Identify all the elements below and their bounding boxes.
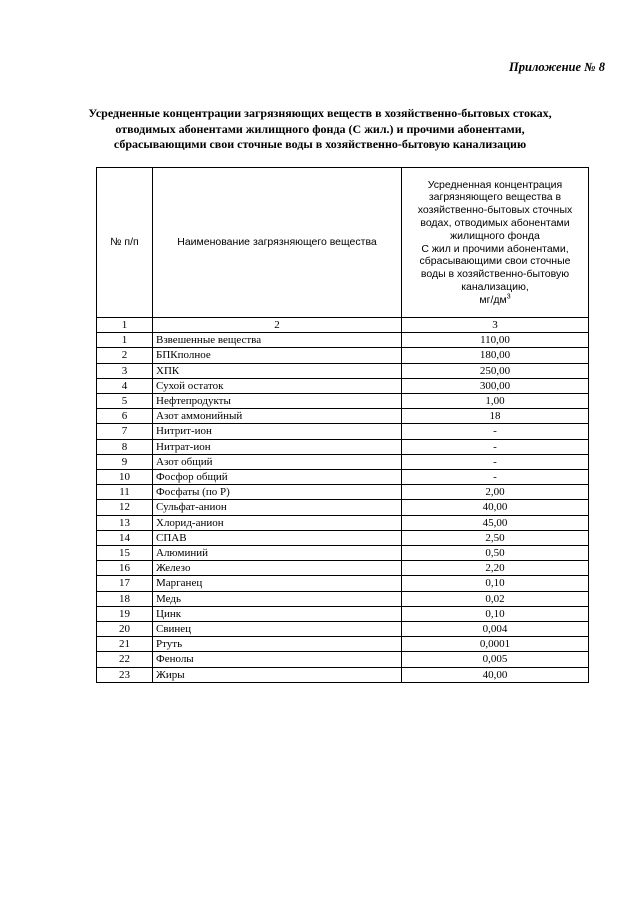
concentration-value: - — [402, 454, 589, 469]
header-num: № п/п — [97, 168, 153, 318]
row-number: 19 — [97, 606, 153, 621]
concentration-value: 2,20 — [402, 561, 589, 576]
table-row — [97, 333, 589, 348]
table-row — [97, 530, 589, 545]
row-number: 11 — [97, 485, 153, 500]
table-row — [97, 667, 589, 682]
appendix-label: Приложение № 8 — [509, 60, 605, 74]
concentration-value: 0,50 — [402, 546, 589, 561]
title-line: Усредненные концентрации загрязняющих веществ в хозяйственно-бытовых стоках, — [88, 106, 552, 120]
concentration-value: 45,00 — [402, 515, 589, 530]
concentration-value: 250,00 — [402, 363, 589, 378]
table-row — [97, 652, 589, 667]
header-value-line: Усредненная концентрация — [427, 178, 563, 191]
pollutant-name: Железо — [153, 561, 402, 576]
header-value-line: загрязняющего вещества в — [428, 191, 562, 204]
row-number: 13 — [97, 515, 153, 530]
pollutant-name: Медь — [153, 591, 402, 606]
row-number: 9 — [97, 454, 153, 469]
pollutant-name: Взвешенные вещества — [153, 333, 402, 348]
pollutant-name: БПКполное — [153, 348, 402, 363]
pollutant-name: Марганец — [153, 576, 402, 591]
table-row — [97, 424, 589, 439]
concentration-value: 110,00 — [402, 333, 589, 348]
table-row — [97, 363, 589, 378]
table-row — [97, 591, 589, 606]
header-unit — [406, 294, 584, 307]
index-cell: 1 — [97, 318, 153, 333]
pollutant-name: Сульфат-анион — [153, 500, 402, 515]
table-row — [97, 546, 589, 561]
header-value-line: канализацию, — [461, 280, 529, 293]
table-row — [97, 606, 589, 621]
concentration-value: 40,00 — [402, 667, 589, 682]
row-number: 1 — [97, 333, 153, 348]
pollutant-name: СПАВ — [153, 530, 402, 545]
table-row — [97, 439, 589, 454]
row-number: 8 — [97, 439, 153, 454]
row-number: 17 — [97, 576, 153, 591]
pollutant-name: Фосфор общий — [153, 470, 402, 485]
column-index-row — [97, 318, 589, 333]
row-number: 3 — [97, 363, 153, 378]
pollutant-name: Алюминий — [153, 546, 402, 561]
concentration-value: 0,005 — [402, 652, 589, 667]
table-row — [97, 622, 589, 637]
unit-superscript: 3 — [506, 293, 511, 301]
pollutant-name: Нитрит-ион — [153, 424, 402, 439]
table-row — [97, 470, 589, 485]
pollutant-name: ХПК — [153, 363, 402, 378]
row-number: 16 — [97, 561, 153, 576]
row-number: 18 — [97, 591, 153, 606]
header-value-line: воды в хозяйственно-бытовую — [420, 268, 570, 281]
header-value-line: водах, отводимых абонентами — [420, 216, 570, 229]
concentration-value: 0,10 — [402, 576, 589, 591]
concentration-value: 0,004 — [402, 622, 589, 637]
row-number: 6 — [97, 409, 153, 424]
concentration-value: 0,0001 — [402, 637, 589, 652]
row-number: 23 — [97, 667, 153, 682]
pollutant-name: Азот аммонийный — [153, 409, 402, 424]
concentration-value: - — [402, 470, 589, 485]
table-row — [97, 348, 589, 363]
row-number: 14 — [97, 530, 153, 545]
row-number: 2 — [97, 348, 153, 363]
concentration-value: 2,00 — [402, 485, 589, 500]
document-title — [60, 106, 580, 153]
row-number: 15 — [97, 546, 153, 561]
concentration-value: 2,50 — [402, 530, 589, 545]
pollutant-name: Фенолы — [153, 652, 402, 667]
row-number: 5 — [97, 394, 153, 409]
table-row — [97, 515, 589, 530]
table-row — [97, 394, 589, 409]
table-row — [97, 576, 589, 591]
table-row — [97, 454, 589, 469]
header-value — [402, 168, 589, 318]
table-row — [97, 637, 589, 652]
title-line: отводимых абонентами жилищного фонда (С жил.) и прочими абонентами, — [115, 121, 525, 136]
concentration-value: 18 — [402, 409, 589, 424]
header-value-line: сбрасывающими свои сточные — [419, 255, 571, 268]
table-row — [97, 409, 589, 424]
concentration-value: 180,00 — [402, 348, 589, 363]
row-number: 22 — [97, 652, 153, 667]
concentration-value: - — [402, 424, 589, 439]
table-row — [97, 378, 589, 393]
row-number: 20 — [97, 622, 153, 637]
row-number: 10 — [97, 470, 153, 485]
pollutant-name: Свинец — [153, 622, 402, 637]
table-header-row — [97, 168, 589, 318]
header-value-line: хозяйственно-бытовых сточных — [417, 204, 573, 217]
pollutant-name: Ртуть — [153, 637, 402, 652]
concentration-value: 0,02 — [402, 591, 589, 606]
pollutant-name: Нитрат-ион — [153, 439, 402, 454]
concentration-value: - — [402, 439, 589, 454]
concentration-value: 300,00 — [402, 378, 589, 393]
pollutant-name: Сухой остаток — [153, 378, 402, 393]
table-row — [97, 500, 589, 515]
index-cell: 2 — [153, 318, 402, 333]
unit-text: мг/дм — [479, 293, 507, 306]
table-row — [97, 561, 589, 576]
row-number: 21 — [97, 637, 153, 652]
concentration-value: 0,10 — [402, 606, 589, 621]
pollutant-name: Азот общий — [153, 454, 402, 469]
row-number: 7 — [97, 424, 153, 439]
index-cell: 3 — [402, 318, 589, 333]
pollutant-name: Нефтепродукты — [153, 394, 402, 409]
pollutants-table — [96, 167, 589, 683]
pollutant-name: Цинк — [153, 606, 402, 621]
row-number: 12 — [97, 500, 153, 515]
concentration-value: 1,00 — [402, 394, 589, 409]
pollutant-name: Фосфаты (по Р) — [153, 485, 402, 500]
header-value-line: жилищного фонда — [450, 229, 540, 242]
header-value-line: С жил и прочими абонентами, — [421, 242, 569, 255]
pollutant-name: Хлорид-анион — [153, 515, 402, 530]
table-row — [97, 485, 589, 500]
pollutant-name: Жиры — [153, 667, 402, 682]
row-number: 4 — [97, 378, 153, 393]
title-line: сбрасывающими свои сточные воды в хозяйственно-бытовую канализацию — [113, 137, 527, 151]
concentration-value: 40,00 — [402, 500, 589, 515]
header-name: Наименование загрязняющего вещества — [153, 168, 402, 318]
